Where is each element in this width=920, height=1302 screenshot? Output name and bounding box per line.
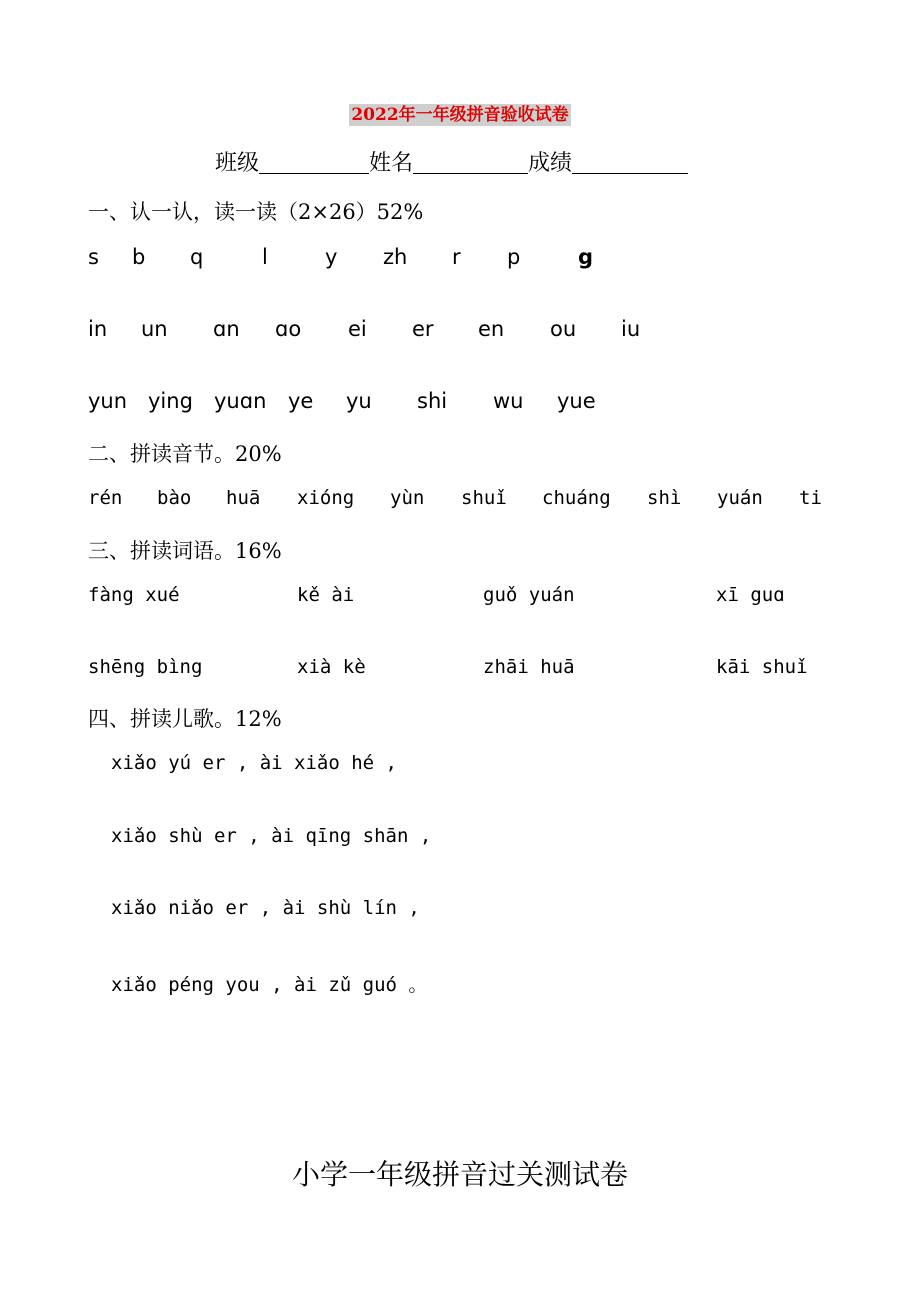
pinyin-item: ɑn bbox=[213, 317, 240, 341]
word-item: xī guɑ bbox=[716, 584, 785, 606]
pinyin-item: b bbox=[132, 245, 146, 269]
document-title bbox=[0, 100, 920, 125]
student-info-row bbox=[215, 146, 688, 177]
word-item: zhāi huā bbox=[483, 656, 575, 678]
pinyin-item: yun bbox=[88, 389, 128, 413]
syllable-item: rén bbox=[88, 487, 123, 509]
pinyin-item: ying bbox=[148, 389, 193, 413]
whole-syllables-row bbox=[0, 389, 920, 419]
pinyin-item: en bbox=[478, 317, 505, 341]
pinyin-item: un bbox=[141, 317, 168, 341]
pinyin-item: shi bbox=[417, 389, 448, 413]
pinyin-item: iu bbox=[621, 317, 641, 341]
section-1-heading: 一、认一认，读一读（2×26）52% bbox=[88, 200, 424, 224]
pinyin-item: yue bbox=[557, 389, 596, 413]
word-item: shēng bìng bbox=[88, 656, 203, 678]
pinyin-item: ye bbox=[288, 389, 314, 413]
pinyin-item: yuɑn bbox=[214, 389, 267, 413]
pinyin-item: q bbox=[190, 245, 204, 269]
section-3-heading: 三、拼读词语。16% bbox=[88, 539, 282, 563]
syllable-item: bào bbox=[157, 487, 192, 509]
rhyme-line: xiǎo péng you , ài zǔ guó 。 bbox=[111, 974, 428, 996]
syllables-row bbox=[0, 487, 920, 515]
syllable-item: ti bbox=[799, 487, 822, 509]
pinyin-item: yu bbox=[346, 389, 372, 413]
pinyin-item: r bbox=[452, 245, 461, 269]
syllable-item: huā bbox=[226, 487, 261, 509]
syllable-item: shì bbox=[647, 487, 682, 509]
pinyin-item: ɑo bbox=[275, 317, 302, 341]
pinyin-item: wu bbox=[493, 389, 524, 413]
pinyin-item: g bbox=[578, 245, 594, 269]
rhyme-line: xiǎo yú er , ài xiǎo hé , bbox=[111, 752, 397, 774]
syllable-item: yùn bbox=[390, 487, 425, 509]
words-row-2 bbox=[0, 656, 920, 684]
word-item: fàng xué bbox=[88, 584, 180, 606]
name-label: 姓名 bbox=[369, 151, 414, 176]
rhyme-line: xiǎo niǎo er , ài shù lín , bbox=[111, 897, 420, 919]
syllable-item: xióng bbox=[297, 487, 355, 509]
name-blank[interactable] bbox=[413, 151, 528, 174]
document-title-text: 2022年一年级拼音验收试卷 bbox=[351, 105, 569, 125]
next-document-title: 小学一年级拼音过关测试卷 bbox=[291, 1158, 628, 1191]
class-label: 班级 bbox=[215, 151, 260, 176]
class-blank[interactable] bbox=[259, 151, 369, 174]
syllable-item: shuǐ bbox=[461, 487, 507, 509]
section-4-heading: 四、拼读儿歌。12% bbox=[88, 707, 282, 731]
pinyin-item: zh bbox=[383, 245, 408, 269]
word-item: xià kè bbox=[297, 656, 366, 678]
pinyin-item: ei bbox=[348, 317, 367, 341]
initials-row bbox=[0, 245, 920, 275]
word-item: kě ài bbox=[297, 584, 355, 606]
score-label: 成绩 bbox=[528, 151, 573, 176]
nursery-rhyme bbox=[0, 752, 920, 996]
word-item: kāi shuǐ bbox=[716, 656, 808, 678]
finals-row bbox=[0, 317, 920, 347]
words-row-1 bbox=[0, 584, 920, 612]
score-blank[interactable] bbox=[572, 151, 688, 174]
syllable-item: yuán bbox=[717, 487, 763, 509]
pinyin-item: ou bbox=[550, 317, 577, 341]
word-item: guǒ yuán bbox=[483, 584, 575, 606]
pinyin-item: in bbox=[88, 317, 108, 341]
pinyin-item: er bbox=[412, 317, 434, 341]
rhyme-line: xiǎo shù er , ài qīng shān , bbox=[111, 825, 432, 847]
pinyin-item: s bbox=[88, 245, 99, 269]
pinyin-item: l bbox=[262, 245, 268, 269]
syllable-item: chuáng bbox=[542, 487, 611, 509]
pinyin-item: y bbox=[325, 245, 338, 269]
pinyin-item: p bbox=[507, 245, 521, 269]
section-2-heading: 二、拼读音节。20% bbox=[88, 442, 282, 466]
